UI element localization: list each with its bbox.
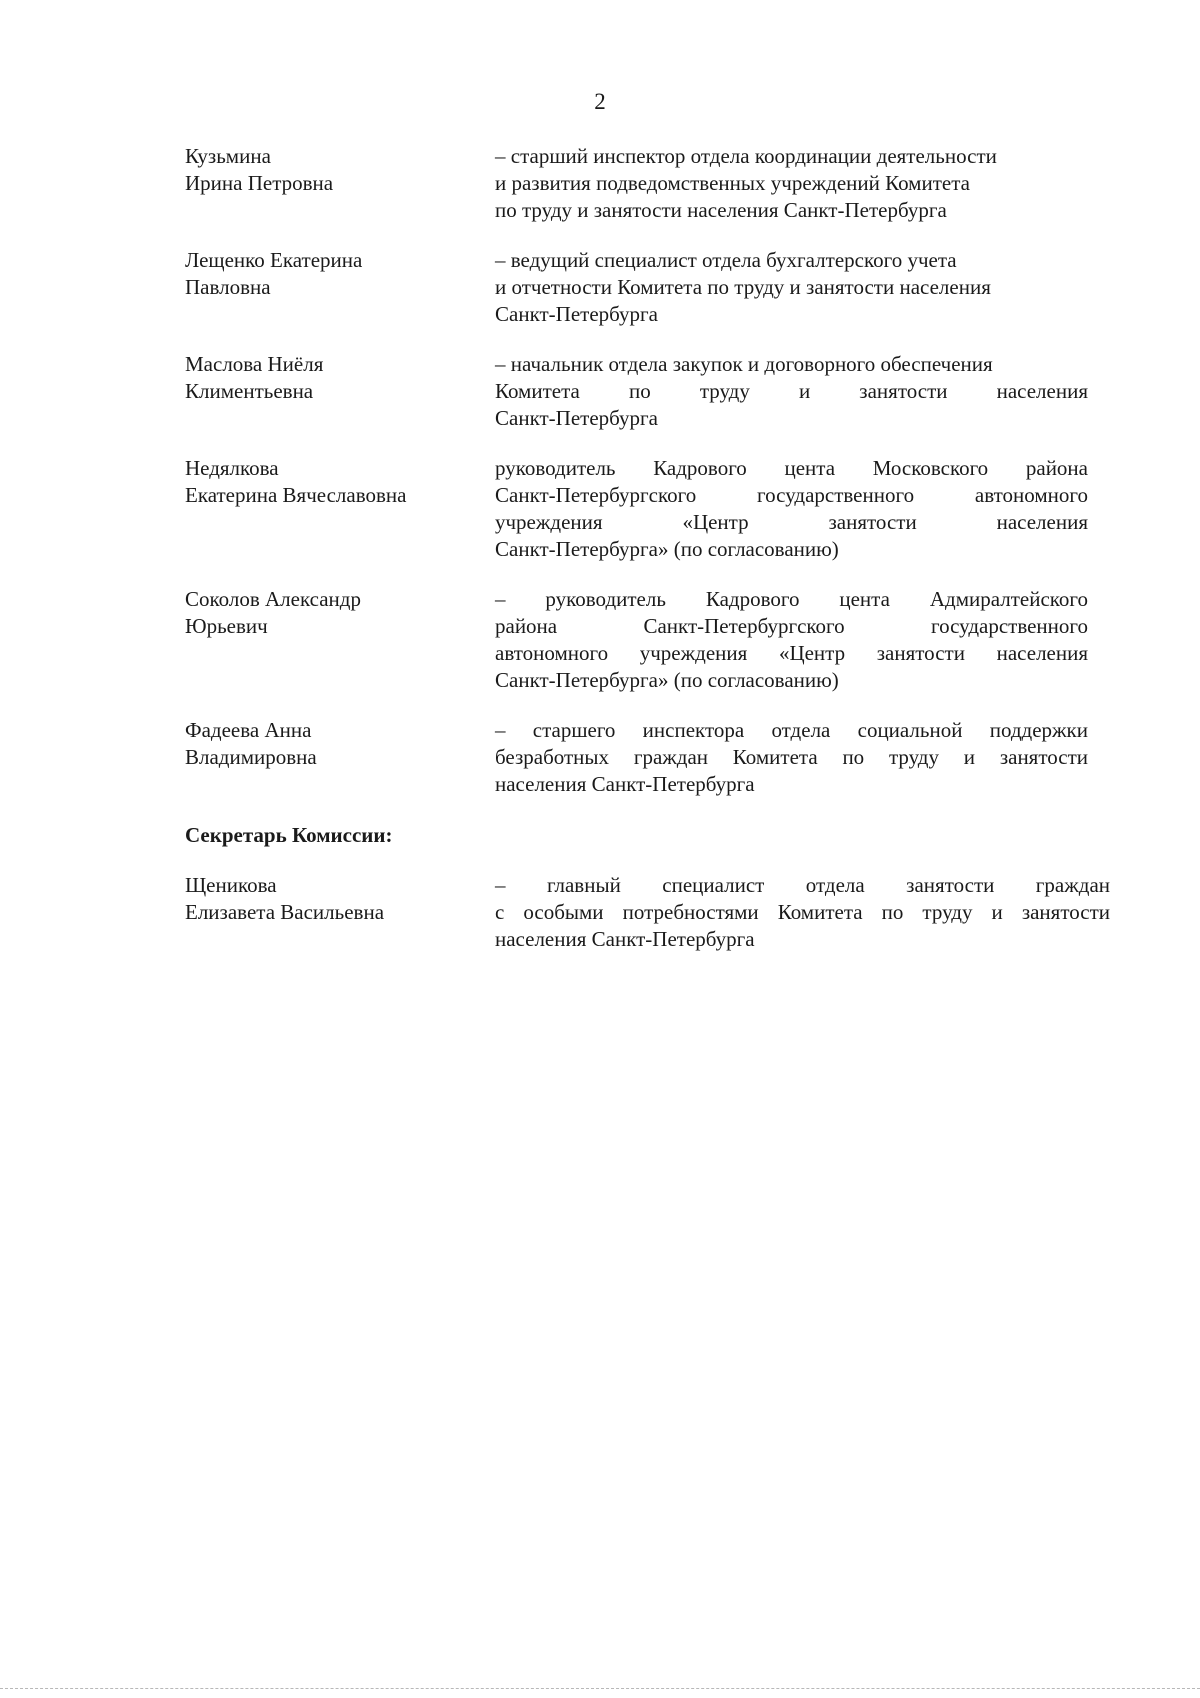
member-name-line: Павловна — [185, 275, 271, 299]
member-role — [495, 586, 1110, 694]
member-role-line: – старший инспектор отдела координации деятельности — [495, 144, 997, 168]
member-role-line: учреждения «Центр занятости населения — [495, 510, 1088, 534]
member-entry — [185, 247, 1110, 328]
member-entry — [185, 717, 1110, 798]
member-role — [495, 455, 1110, 563]
member-name-line: Ирина Петровна — [185, 171, 334, 195]
secretary-heading: Секретарь Комиссии: — [185, 823, 393, 847]
member-role — [495, 872, 1110, 953]
member-name-line: Лещенко Екатерина — [185, 248, 363, 272]
member-entry — [185, 586, 1110, 694]
member-name-line: Юрьевич — [185, 614, 268, 638]
member-entry — [185, 455, 1110, 563]
member-name-line: Щеникова — [185, 873, 277, 897]
member-role-line: Санкт-Петербурга — [495, 302, 658, 326]
member-role — [495, 717, 1110, 798]
member-role-line: Санкт-Петербурга — [495, 406, 658, 430]
member-role-line: и отчетности Комитета по труду и занятости населения — [495, 275, 991, 299]
member-name — [185, 717, 495, 771]
member-name-line: Маслова Ниёля — [185, 352, 324, 376]
page-number: 2 — [594, 89, 606, 114]
member-role-line: – начальник отдела закупок и договорного обеспечения — [495, 352, 993, 376]
member-name — [185, 455, 495, 509]
member-role-line: Санкт-Петербургского государственного автономного — [495, 483, 1088, 507]
member-role — [495, 351, 1110, 432]
member-name — [185, 143, 495, 197]
member-role-line: – руководитель Кадрового цента Адмиралтейского — [495, 587, 1088, 611]
member-name-line: Фадеева Анна — [185, 718, 312, 742]
member-role — [495, 247, 1110, 328]
commission-members-list — [185, 143, 1110, 953]
member-role-line: района Санкт-Петербургского государственного — [495, 614, 1088, 638]
member-name-line: Елизавета Васильевна — [185, 900, 385, 924]
member-role-line: по труду и занятости населения Санкт-Петербурга — [495, 198, 947, 222]
member-name — [185, 351, 495, 405]
member-role-line: с особыми потребностями Комитета по труду и занятости — [495, 900, 1110, 924]
member-name-line: Кузьмина — [185, 144, 271, 168]
member-role-line: безработных граждан Комитета по труду и занятости — [495, 745, 1088, 769]
member-name-line: Недялкова — [185, 456, 279, 480]
member-role-line: – главный специалист отдела занятости граждан — [495, 873, 1110, 897]
scan-edge-line — [0, 1688, 1200, 1689]
member-role-line: автономного учреждения «Центр занятости населения — [495, 641, 1088, 665]
member-role-line: – ведущий специалист отдела бухгалтерского учета — [495, 248, 957, 272]
member-role — [495, 143, 1110, 224]
member-role-line: Санкт-Петербурга» (по согласованию) — [495, 537, 839, 561]
member-role-line: Санкт-Петербурга» (по согласованию) — [495, 668, 839, 692]
member-name-line: Владимировна — [185, 745, 317, 769]
member-name-line: Соколов Александр — [185, 587, 361, 611]
member-name — [185, 586, 495, 640]
member-role-line: населения Санкт-Петербурга — [495, 927, 755, 951]
secretary-entry — [185, 872, 1110, 953]
member-role-line: – старшего инспектора отдела социальной поддержки — [495, 718, 1088, 742]
member-entry — [185, 143, 1110, 224]
member-name-line: Климентьевна — [185, 379, 314, 403]
member-role-line: руководитель Кадрового цента Московского района — [495, 456, 1088, 480]
member-role-line: населения Санкт-Петербурга — [495, 772, 755, 796]
member-name-line: Екатерина Вячеславовна — [185, 483, 407, 507]
member-role-line: Комитета по труду и занятости населения — [495, 379, 1088, 403]
member-role-line: и развития подведомственных учреждений Комитета — [495, 171, 970, 195]
member-name — [185, 247, 495, 301]
member-entry — [185, 351, 1110, 432]
member-name — [185, 872, 495, 926]
